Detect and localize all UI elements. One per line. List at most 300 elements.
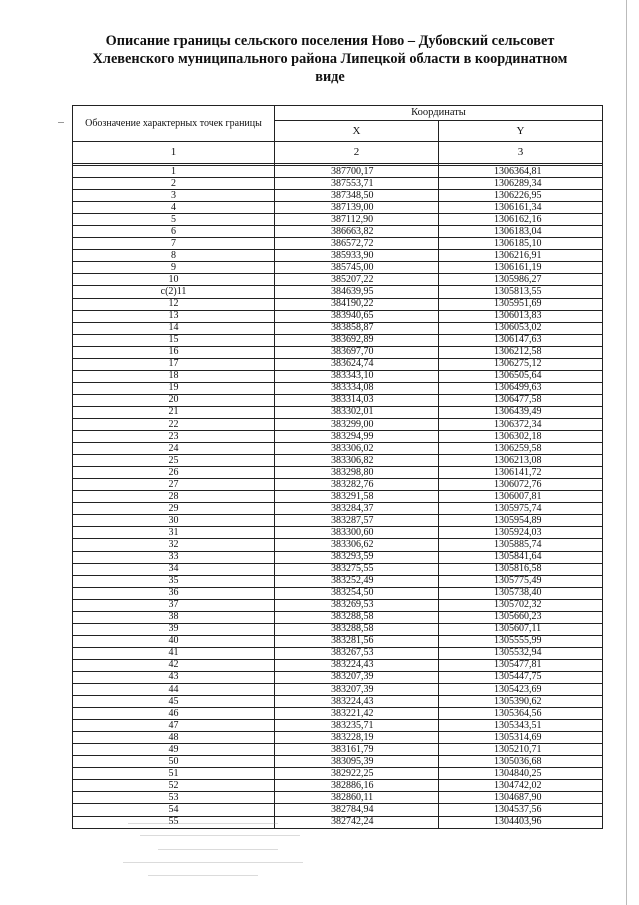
- table-row: [73, 431, 603, 443]
- y-coordinate-cell-value: 1306275,12: [494, 358, 542, 370]
- point-number-cell: 10: [73, 274, 275, 286]
- y-coordinate-cell: [439, 491, 603, 503]
- x-coordinate-cell: [275, 575, 439, 587]
- x-coordinate-cell: [275, 539, 439, 551]
- y-coordinate-cell-value: 1305555,99: [494, 635, 542, 647]
- x-coordinate-cell: [275, 780, 439, 792]
- point-number-cell: 21: [73, 406, 275, 418]
- x-coordinate-cell: [275, 563, 439, 575]
- table-row: [73, 346, 603, 358]
- x-coordinate-cell-value: 385207,22: [331, 273, 374, 285]
- point-number-cell: 53: [73, 792, 275, 804]
- table-row: [73, 684, 603, 696]
- point-number-cell: 14: [73, 322, 275, 334]
- y-coordinate-cell-value: 1304403,96: [494, 816, 542, 828]
- table-row: [73, 166, 603, 178]
- x-coordinate-cell: [275, 611, 439, 623]
- table-row: [73, 382, 603, 394]
- y-coordinate-cell-value: 1305447,75: [494, 671, 542, 683]
- table-row: [73, 696, 603, 708]
- x-coordinate-cell-value: 387700,17: [331, 165, 374, 177]
- x-coordinate-cell-value: 385745,00: [331, 261, 374, 273]
- y-coordinate-cell: [439, 262, 603, 274]
- point-number-cell: 49: [73, 744, 275, 756]
- scan-edge-line: [626, 0, 627, 905]
- x-coordinate-cell: [275, 238, 439, 250]
- y-coordinate-cell-value: 1305607,11: [494, 623, 542, 635]
- y-coordinate-cell-value: 1306505,64: [494, 370, 542, 382]
- x-coordinate-cell-value: 383252,49: [331, 575, 374, 587]
- x-coordinate-cell: [275, 382, 439, 394]
- x-coordinate-cell-value: 386663,82: [331, 225, 374, 237]
- table-row: [73, 744, 603, 756]
- y-coordinate-cell-value: 1306013,83: [494, 310, 542, 322]
- x-coordinate-cell-value: 383095,39: [331, 755, 374, 767]
- x-coordinate-cell-value: 383275,55: [331, 563, 374, 575]
- y-coordinate-cell-value: 1305343,51: [494, 719, 542, 731]
- x-coordinate-cell-value: 383306,62: [331, 538, 374, 550]
- y-coordinate-cell: [439, 816, 603, 828]
- x-coordinate-cell: [275, 671, 439, 683]
- x-coordinate-cell-value: 383334,08: [331, 382, 374, 394]
- x-coordinate-cell: [275, 455, 439, 467]
- y-coordinate-cell-value: 1306439,49: [494, 406, 542, 418]
- table-row: [73, 503, 603, 515]
- table-row: [73, 443, 603, 455]
- y-coordinate-cell-value: 1305660,23: [494, 611, 542, 623]
- table-row: [73, 611, 603, 623]
- y-coordinate-cell-value: 1305924,03: [494, 526, 542, 538]
- y-coordinate-cell: [439, 202, 603, 214]
- point-number-cell: 2: [73, 178, 275, 190]
- x-coordinate-cell: [275, 346, 439, 358]
- x-coordinate-cell-value: 383284,37: [331, 502, 374, 514]
- x-coordinate-cell: [275, 298, 439, 310]
- y-coordinate-cell: [439, 479, 603, 491]
- table-row: [73, 768, 603, 780]
- x-coordinate-cell-value: 383287,57: [331, 514, 374, 526]
- point-number-cell: 16: [73, 346, 275, 358]
- x-coordinate-cell-value: 383288,58: [331, 611, 374, 623]
- y-coordinate-cell: [439, 394, 603, 406]
- x-coordinate-cell: [275, 202, 439, 214]
- x-coordinate-cell-value: 383235,71: [331, 719, 374, 731]
- x-coordinate-cell-value: 383267,53: [331, 647, 374, 659]
- y-coordinate-cell-value: 1306141,72: [494, 466, 542, 478]
- y-coordinate-cell: [439, 286, 603, 298]
- point-number-cell: 54: [73, 804, 275, 816]
- y-coordinate-cell-value: 1305364,56: [494, 707, 542, 719]
- point-number-cell: 34: [73, 563, 275, 575]
- y-coordinate-cell: [439, 539, 603, 551]
- point-number-cell: 36: [73, 587, 275, 599]
- table-row: [73, 792, 603, 804]
- x-coordinate-cell: [275, 226, 439, 238]
- x-coordinate-cell: [275, 720, 439, 732]
- table-row: [73, 418, 603, 430]
- x-coordinate-cell: [275, 370, 439, 382]
- y-coordinate-cell: [439, 647, 603, 659]
- y-coordinate-cell: [439, 274, 603, 286]
- y-coordinate-cell-value: 1304687,90: [494, 791, 542, 803]
- y-coordinate-cell: [439, 406, 603, 418]
- x-coordinate-cell-value: 383224,43: [331, 659, 374, 671]
- y-coordinate-cell: [439, 166, 603, 178]
- table-row: [73, 370, 603, 382]
- table-row: [73, 671, 603, 683]
- point-number-cell: 19: [73, 382, 275, 394]
- point-number-cell: 31: [73, 527, 275, 539]
- point-number-cell: 27: [73, 479, 275, 491]
- point-number-cell: 1: [73, 166, 275, 178]
- y-coordinate-cell-value: 1305036,68: [494, 755, 542, 767]
- title-line-1: Описание границы сельского поселения Ново – Дубовский сельсовет: [105, 33, 555, 49]
- point-number-cell: 41: [73, 647, 275, 659]
- x-coordinate-cell-value: 383281,56: [331, 635, 374, 647]
- x-coordinate-cell: [275, 214, 439, 226]
- x-coordinate-cell-value: 383294,99: [331, 430, 374, 442]
- coordinates-header: Координаты: [275, 106, 603, 121]
- y-coordinate-cell-value: 1305477,81: [494, 659, 542, 671]
- y-coordinate-cell: [439, 358, 603, 370]
- point-number-cell: 38: [73, 611, 275, 623]
- point-number-cell: 8: [73, 250, 275, 262]
- column-number-3: 3: [439, 142, 603, 164]
- table-row: [73, 467, 603, 479]
- x-coordinate-cell: [275, 792, 439, 804]
- point-number-cell: 52: [73, 780, 275, 792]
- y-coordinate-cell: [439, 431, 603, 443]
- y-coordinate-cell-value: 1305954,89: [494, 514, 542, 526]
- point-number-cell: 40: [73, 635, 275, 647]
- x-coordinate-cell: [275, 479, 439, 491]
- point-number-cell: 32: [73, 539, 275, 551]
- table-row: [73, 491, 603, 503]
- x-coordinate-cell: [275, 406, 439, 418]
- table-row: [73, 455, 603, 467]
- y-coordinate-cell-value: 1305813,55: [494, 285, 542, 297]
- x-coordinate-cell-value: 382886,16: [331, 779, 374, 791]
- x-coordinate-cell: [275, 587, 439, 599]
- document-title: [60, 32, 600, 86]
- y-coordinate-cell: [439, 250, 603, 262]
- table-row: [73, 214, 603, 226]
- y-coordinate-cell: [439, 780, 603, 792]
- table-row: [73, 286, 603, 298]
- y-coordinate-cell: [439, 587, 603, 599]
- y-coordinate-cell: [439, 226, 603, 238]
- y-coordinate-cell: [439, 792, 603, 804]
- y-coordinate-cell-value: 1304742,02: [494, 779, 542, 791]
- x-coordinate-cell: [275, 756, 439, 768]
- point-number-cell: 3: [73, 190, 275, 202]
- x-coordinate-cell-value: 383161,79: [331, 743, 374, 755]
- point-number-cell: 30: [73, 515, 275, 527]
- x-coordinate-cell-value: 383228,19: [331, 731, 374, 743]
- point-number-cell: 45: [73, 696, 275, 708]
- point-number-cell: 4: [73, 202, 275, 214]
- point-number-cell: 18: [73, 370, 275, 382]
- x-coordinate-cell: [275, 166, 439, 178]
- x-coordinate-cell-value: 383299,00: [331, 418, 374, 430]
- x-coordinate-cell-value: 383254,50: [331, 587, 374, 599]
- y-coordinate-cell: [439, 599, 603, 611]
- y-coordinate-cell-value: 1306477,58: [494, 394, 542, 406]
- x-coordinate-cell: [275, 551, 439, 563]
- point-designation-header: Обозначение характерных точек границы: [73, 106, 275, 142]
- y-coordinate-cell: [439, 804, 603, 816]
- y-coordinate-cell-value: 1305423,69: [494, 683, 542, 695]
- y-coordinate-cell: [439, 611, 603, 623]
- margin-mark: [58, 122, 64, 123]
- y-coordinate-cell-value: 1306302,18: [494, 430, 542, 442]
- table-row: [73, 587, 603, 599]
- x-coordinate-cell: [275, 322, 439, 334]
- y-coordinate-cell-value: 1306007,81: [494, 490, 542, 502]
- y-coordinate-cell-value: 1305885,74: [494, 538, 542, 550]
- x-coordinate-cell-value: 382922,25: [331, 767, 374, 779]
- point-number-cell: 47: [73, 720, 275, 732]
- y-coordinate-cell-value: 1305702,32: [494, 599, 542, 611]
- x-coordinate-cell-value: 383692,89: [331, 334, 374, 346]
- x-coordinate-cell: [275, 443, 439, 455]
- x-coordinate-cell-value: 387139,00: [331, 201, 374, 213]
- table-row: [73, 539, 603, 551]
- table-row: [73, 635, 603, 647]
- y-coordinate-cell-value: 1306162,16: [494, 213, 542, 225]
- x-coordinate-cell-value: 387112,90: [331, 213, 374, 225]
- point-number-cell: 46: [73, 708, 275, 720]
- y-coordinate-cell: [439, 467, 603, 479]
- x-coordinate-cell: [275, 647, 439, 659]
- x-coordinate-cell: [275, 394, 439, 406]
- x-coordinate-cell-value: 383314,03: [331, 394, 374, 406]
- coordinates-table-body: [73, 166, 603, 829]
- table-row: [73, 575, 603, 587]
- y-coordinate-cell: [439, 322, 603, 334]
- y-coordinate-cell: [439, 732, 603, 744]
- x-coordinate-cell: [275, 491, 439, 503]
- y-coordinate-cell: [439, 455, 603, 467]
- point-number-cell: 17: [73, 358, 275, 370]
- y-coordinate-cell: [439, 515, 603, 527]
- y-coordinate-cell: [439, 443, 603, 455]
- point-number-cell: 29: [73, 503, 275, 515]
- table-row: [73, 406, 603, 418]
- point-number-cell: 35: [73, 575, 275, 587]
- x-coordinate-cell-value: 383224,43: [331, 695, 374, 707]
- x-coordinate-cell: [275, 696, 439, 708]
- y-coordinate-cell: [439, 214, 603, 226]
- point-number-cell: 23: [73, 431, 275, 443]
- x-coordinate-cell: [275, 334, 439, 346]
- y-coordinate-cell: [439, 382, 603, 394]
- x-coordinate-cell: [275, 286, 439, 298]
- y-coordinate-cell: [439, 238, 603, 250]
- table-row: [73, 334, 603, 346]
- point-number-cell: 50: [73, 756, 275, 768]
- x-coordinate-cell-value: 382742,24: [331, 816, 374, 828]
- x-coordinate-cell-value: 383269,53: [331, 599, 374, 611]
- y-coordinate-cell: [439, 684, 603, 696]
- y-coordinate-cell-value: 1305975,74: [494, 502, 542, 514]
- faded-stamp: [118, 815, 318, 885]
- y-coordinate-cell-value: 1306213,08: [494, 454, 542, 466]
- table-row: [73, 238, 603, 250]
- y-coordinate-cell-value: 1306161,19: [494, 261, 542, 273]
- y-coordinate-cell: [439, 575, 603, 587]
- y-coordinate-cell-value: 1304840,25: [494, 767, 542, 779]
- x-coordinate-cell-value: 387348,50: [331, 189, 374, 201]
- title-line-3: виде: [315, 69, 345, 85]
- x-coordinate-cell-value: 383207,39: [331, 683, 374, 695]
- table-row: [73, 190, 603, 202]
- x-coordinate-cell-value: 383293,59: [331, 551, 374, 563]
- x-coordinate-cell: [275, 262, 439, 274]
- y-coordinate-cell-value: 1305738,40: [494, 587, 542, 599]
- point-number-cell: 12: [73, 298, 275, 310]
- table-row: [73, 623, 603, 635]
- x-coordinate-cell: [275, 503, 439, 515]
- x-coordinate-cell: [275, 684, 439, 696]
- x-coordinate-cell-value: 383697,70: [331, 346, 374, 358]
- table-row: [73, 274, 603, 286]
- x-coordinate-cell-value: 383624,74: [331, 358, 374, 370]
- y-coordinate-cell: [439, 370, 603, 382]
- y-coordinate-cell-value: 1305532,94: [494, 647, 542, 659]
- table-row: [73, 394, 603, 406]
- x-coordinate-cell-value: 384639,95: [331, 285, 374, 297]
- point-number-cell: 7: [73, 238, 275, 250]
- point-number-cell: 55: [73, 816, 275, 828]
- y-coordinate-cell-value: 1304537,56: [494, 804, 542, 815]
- table-row: [73, 479, 603, 491]
- x-coordinate-cell-value: 383858,87: [331, 322, 374, 334]
- table-row: [73, 708, 603, 720]
- x-coordinate-cell: [275, 708, 439, 720]
- table-row: [73, 262, 603, 274]
- y-coordinate-cell-value: 1306072,76: [494, 478, 542, 490]
- y-coordinate-cell-value: 1306147,63: [494, 334, 542, 346]
- table-row: [73, 756, 603, 768]
- x-coordinate-cell: [275, 768, 439, 780]
- table-row: [73, 551, 603, 563]
- y-coordinate-cell: [439, 768, 603, 780]
- y-coordinate-cell-value: 1305986,27: [494, 273, 542, 285]
- y-coordinate-cell: [439, 744, 603, 756]
- y-coordinate-cell-value: 1306499,63: [494, 382, 542, 394]
- point-number-cell: 9: [73, 262, 275, 274]
- y-coordinate-cell-value: 1306183,04: [494, 225, 542, 237]
- point-number-cell: 43: [73, 671, 275, 683]
- point-number-cell: 28: [73, 491, 275, 503]
- y-coordinate-cell-value: 1305390,62: [494, 695, 542, 707]
- x-coordinate-cell-value: 383306,02: [331, 442, 374, 454]
- y-coordinate-cell: [439, 298, 603, 310]
- table-row: [73, 599, 603, 611]
- y-coordinate-cell-value: 1306226,95: [494, 189, 542, 201]
- x-coordinate-cell: [275, 515, 439, 527]
- table-row: [73, 322, 603, 334]
- x-coordinate-cell-value: 383300,60: [331, 526, 374, 538]
- x-coordinate-cell: [275, 467, 439, 479]
- table-row: [73, 178, 603, 190]
- y-coordinate-cell-value: 1306053,02: [494, 322, 542, 334]
- x-coordinate-cell-value: 382860,11: [331, 791, 374, 803]
- point-number-cell: 5: [73, 214, 275, 226]
- x-coordinate-cell-value: 383288,58: [331, 623, 374, 635]
- y-coordinate-cell-value: 1306364,81: [494, 165, 542, 177]
- table-row: [73, 310, 603, 322]
- y-coordinate-cell: [439, 671, 603, 683]
- point-number-cell: 15: [73, 334, 275, 346]
- point-number-cell: 20: [73, 394, 275, 406]
- y-coordinate-cell-value: 1306289,34: [494, 177, 542, 189]
- table-row: [73, 226, 603, 238]
- x-coordinate-cell: [275, 274, 439, 286]
- y-coordinate-cell-value: 1306185,10: [494, 237, 542, 249]
- y-coordinate-cell: [439, 563, 603, 575]
- y-coordinate-cell: [439, 756, 603, 768]
- y-coordinate-cell: [439, 527, 603, 539]
- y-coordinate-cell-value: 1305951,69: [494, 298, 542, 310]
- y-coordinate-cell: [439, 503, 603, 515]
- x-coordinate-cell-value: 383221,42: [331, 707, 374, 719]
- table-row: [73, 732, 603, 744]
- x-coordinate-cell-value: 387553,71: [331, 177, 374, 189]
- table-row: [73, 515, 603, 527]
- x-coordinate-cell-value: 383302,01: [331, 406, 374, 418]
- y-coordinate-cell: [439, 708, 603, 720]
- x-coordinate-cell-value: 383291,58: [331, 490, 374, 502]
- y-coordinate-cell: [439, 190, 603, 202]
- point-number-cell: 51: [73, 768, 275, 780]
- x-coordinate-cell-value: 382784,94: [331, 804, 374, 815]
- y-coordinate-cell-value: 1306372,34: [494, 418, 542, 430]
- x-coordinate-cell: [275, 250, 439, 262]
- x-coordinate-cell: [275, 431, 439, 443]
- y-coordinate-cell: [439, 659, 603, 671]
- x-coordinate-cell: [275, 659, 439, 671]
- column-number-1: 1: [73, 142, 275, 164]
- table-row: [73, 780, 603, 792]
- y-coordinate-cell-value: 1306259,58: [494, 442, 542, 454]
- y-coordinate-cell: [439, 334, 603, 346]
- x-coordinate-cell: [275, 623, 439, 635]
- x-coordinate-cell-value: 384190,22: [331, 298, 374, 310]
- x-coordinate-cell: [275, 527, 439, 539]
- table-row: [73, 358, 603, 370]
- y-coordinate-cell-value: 1305210,71: [494, 743, 542, 755]
- y-coordinate-cell-value: 1305816,58: [494, 563, 542, 575]
- table-row: [73, 563, 603, 575]
- x-coordinate-cell: [275, 732, 439, 744]
- y-coordinate-cell-value: 1305841,64: [494, 551, 542, 563]
- x-coordinate-cell: [275, 358, 439, 370]
- y-coordinate-cell-value: 1306161,34: [494, 201, 542, 213]
- y-coordinate-cell-value: 1306216,91: [494, 249, 542, 261]
- y-coordinate-cell: [439, 551, 603, 563]
- x-header: X: [275, 121, 439, 142]
- table-row: [73, 647, 603, 659]
- x-coordinate-cell-value: 383282,76: [331, 478, 374, 490]
- x-coordinate-cell: [275, 599, 439, 611]
- x-coordinate-cell-value: 385933,90: [331, 249, 374, 261]
- table-row: [73, 720, 603, 732]
- y-header: Y: [439, 121, 603, 142]
- y-coordinate-cell: [439, 310, 603, 322]
- point-number-cell: 26: [73, 467, 275, 479]
